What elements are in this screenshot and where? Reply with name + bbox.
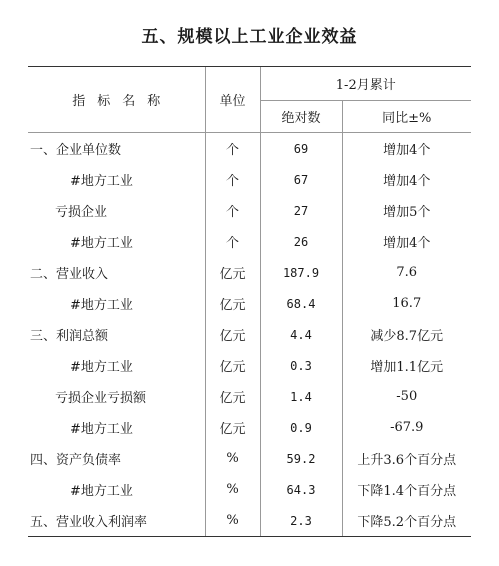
table-row <box>28 257 471 288</box>
row-unit: 亿元 <box>205 381 260 412</box>
row-unit: 亿元 <box>205 319 260 350</box>
row-absolute-value: 67 <box>260 164 342 195</box>
row-yoy-change: 下降1.4个百分点 <box>342 474 471 505</box>
row-unit: 亿元 <box>205 257 260 288</box>
table-row <box>28 505 471 537</box>
header-absolute: 绝对数 <box>260 101 342 133</box>
row-unit: 亿元 <box>205 412 260 443</box>
row-name: #地方工业 <box>70 174 133 189</box>
table-row <box>28 319 471 350</box>
row-unit: % <box>205 505 260 537</box>
row-yoy-change: 上升3.6个百分点 <box>342 443 471 474</box>
row-absolute-value: 69 <box>260 133 342 165</box>
row-name: #地方工业 <box>70 422 133 437</box>
row-name: #地方工业 <box>70 236 133 251</box>
row-name: 五、营业收入利润率 <box>28 505 205 537</box>
header-yoy: 同比±% <box>342 101 471 133</box>
row-yoy-change: 16.7 <box>342 288 471 319</box>
row-unit: % <box>205 474 260 505</box>
row-name: 亏损企业 <box>55 205 108 220</box>
table-row <box>28 381 471 412</box>
row-absolute-value: 0.9 <box>260 412 342 443</box>
header-indicator-name: 指标名称 <box>28 67 205 133</box>
row-unit: 亿元 <box>205 288 260 319</box>
row-yoy-change: 增加4个 <box>342 226 471 257</box>
row-unit: 个 <box>205 226 260 257</box>
table-row <box>28 350 471 381</box>
row-name: 一、企业单位数 <box>30 143 122 158</box>
row-name: #地方工业 <box>70 360 133 375</box>
row-yoy-change: -67.9 <box>342 412 471 443</box>
row-absolute-value: 187.9 <box>260 257 342 288</box>
row-absolute-value: 1.4 <box>260 381 342 412</box>
table-row <box>28 288 471 319</box>
table-row <box>28 412 471 443</box>
row-unit: 个 <box>205 195 260 226</box>
row-yoy-change: 增加5个 <box>342 195 471 226</box>
row-name: 四、资产负债率 <box>30 453 122 468</box>
table-row <box>28 474 471 505</box>
table-row <box>28 195 471 226</box>
row-absolute-value: 0.3 <box>260 350 342 381</box>
table-row <box>28 443 471 474</box>
row-absolute-value: 26 <box>260 226 342 257</box>
row-yoy-change: 增加4个 <box>342 164 471 195</box>
row-yoy-change: 7.6 <box>342 257 471 288</box>
row-name: 亏损企业亏损额 <box>55 391 147 406</box>
row-name: 三、利润总额 <box>30 329 109 344</box>
header-unit: 单位 <box>205 67 260 133</box>
row-absolute-value: 4.4 <box>260 319 342 350</box>
header-period: 1-2月累计 <box>260 67 471 101</box>
row-absolute-value: 64.3 <box>260 474 342 505</box>
row-absolute-value: 59.2 <box>260 443 342 474</box>
table-row <box>28 133 471 165</box>
table-row <box>28 164 471 195</box>
table-row <box>28 226 471 257</box>
row-name: 二、营业收入 <box>30 267 109 282</box>
page-title: 五、规模以上工业企业效益 <box>141 27 358 47</box>
row-yoy-change: -50 <box>342 381 471 412</box>
row-unit: 个 <box>205 133 260 165</box>
row-name: #地方工业 <box>70 484 133 499</box>
row-unit: 亿元 <box>205 350 260 381</box>
row-unit: % <box>205 443 260 474</box>
row-yoy-change: 减少8.7亿元 <box>342 319 471 350</box>
efficiency-table <box>28 66 471 537</box>
row-absolute-value: 27 <box>260 195 342 226</box>
row-absolute-value: 68.4 <box>260 288 342 319</box>
row-yoy-change: 增加4个 <box>342 133 471 165</box>
row-absolute-value: 2.3 <box>260 505 342 537</box>
row-name: #地方工业 <box>70 298 133 313</box>
row-unit: 个 <box>205 164 260 195</box>
row-yoy-change: 增加1.1亿元 <box>342 350 471 381</box>
row-yoy-change: 下降5.2个百分点 <box>342 505 471 537</box>
